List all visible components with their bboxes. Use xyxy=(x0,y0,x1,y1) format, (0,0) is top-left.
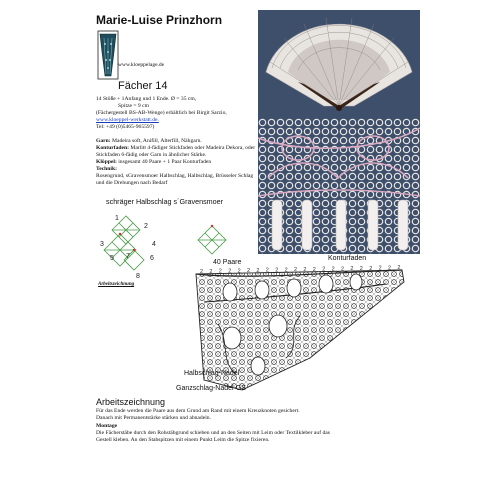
pin-mark: 2 xyxy=(369,265,373,272)
pin-mark: 2 xyxy=(256,267,260,274)
materials-block xyxy=(96,138,258,187)
contour-label: Konturfaden xyxy=(328,255,367,262)
instructions-body xyxy=(96,408,336,444)
ganzschlag-label: Ganzschlag-Nadel-GS xyxy=(176,385,247,392)
halbschlag-label: Halbschlag-Nadel xyxy=(184,370,240,377)
diagram-number-3: 3 xyxy=(100,241,104,248)
kontur-text: Marlitt 4-fädiger Stickfaden oder Madeira Dekora, oder Stickfaden 6-fädig oder Garn in ähnlicher Stärke. xyxy=(96,145,256,158)
garn-label: Garn: xyxy=(96,138,111,144)
kloeppel-label: Klöppel: xyxy=(96,159,117,165)
pin-mark: 2 xyxy=(303,267,307,273)
pin-mark: 2 xyxy=(228,268,232,275)
pin-mark: 2 xyxy=(341,266,345,273)
pairs-label: 40 Paare xyxy=(213,259,242,266)
document-title: Fächer 14 xyxy=(118,80,168,92)
kontur-label: Konturfaden: xyxy=(96,145,129,151)
diagram-number-4: 4 xyxy=(152,241,156,248)
fan-photo xyxy=(258,10,420,118)
info-line-3: (Fächergestell BS-AB-Wenge) erhältlich bei Birgit Sarzio, xyxy=(96,110,227,116)
info-block xyxy=(96,96,256,131)
pin-mark: 2 xyxy=(275,267,279,274)
diagram-number-2: 2 xyxy=(144,223,148,230)
pin-mark: 2 xyxy=(200,269,204,275)
garn-text: Madeira soft, Anifill, Alterfill, Nähgarn. xyxy=(110,138,202,144)
supplier-link[interactable]: www.kloeppel-werkstatt.de. xyxy=(96,117,159,123)
diagram-number-7: 7 xyxy=(126,253,130,260)
kloeppel-text: insgesamt 40 Paare + 1 Paar Konturfaden xyxy=(116,159,212,165)
website-url[interactable]: www.kloeppelage.de xyxy=(118,62,165,68)
instructions-heading: Arbeitszeichnung xyxy=(96,397,166,407)
pin-mark: 2 xyxy=(359,265,363,272)
pin-mark: 2 xyxy=(265,267,269,274)
technik-text: Rosengrund, sGravensmoer Halbschlag, Halbschlag, Brüsseler Schlag und die Drehungen nach Bedarf xyxy=(96,173,254,186)
instructions-para-2: Danach mit Permanentstärke stärken und abnadeln. xyxy=(96,415,211,422)
pin-mark: 2 xyxy=(218,268,222,275)
phone-number: Tel: +49 (0)5465-965597) xyxy=(96,124,155,130)
diagram-heading: schräger Halbschlag s´Gravensmoer xyxy=(106,197,224,206)
pin-mark: 2 xyxy=(294,267,298,274)
pin-mark: 2 xyxy=(331,266,335,273)
pin-mark: 2 xyxy=(237,268,241,275)
pin-mark: 2 xyxy=(284,267,288,274)
pin-mark: 2 xyxy=(209,268,213,275)
diagram-number-6: 6 xyxy=(150,255,154,262)
diagram-caption: Arbeitszeichnung xyxy=(98,282,135,287)
diagram-number-5: 5 xyxy=(110,255,114,262)
pin-mark: 2 xyxy=(247,268,251,275)
pin-mark: 2 xyxy=(378,265,382,272)
pin-mark: 2 xyxy=(388,265,392,272)
info-line-1: 14 Stöße + 1Anfang und 1 Ende. Ø = 35 cm, xyxy=(96,96,197,102)
fan-sketch xyxy=(97,30,119,80)
montage-label: Montage xyxy=(96,422,118,429)
author-name: Marie-Luise Prinzhorn xyxy=(96,13,223,27)
pin-mark: 2 xyxy=(312,266,316,273)
instructions-para-3: Die Fächerstäbe durch den Rohstäbgrund schieben und an den Seiten mit Leim oder Textilkleber auf das Gestell kleben. An den Stabspitzen mit einem Punkt Leim die Spitze fixieren. xyxy=(96,429,330,444)
diagram-number-1: 1 xyxy=(115,215,119,222)
technik-label: Technik: xyxy=(96,166,117,172)
diagram-number-8: 8 xyxy=(136,273,140,280)
info-line-2: Spitze = 9 cm xyxy=(118,103,149,109)
lace-closeup-photo xyxy=(258,118,420,254)
pin-mark: 2 xyxy=(350,266,354,273)
instructions-para-1: Für das Ende werden die Paare aus dem Grund am Rand mit einem Kreuzknoten gesichert. xyxy=(96,408,300,414)
pin-mark: 2 xyxy=(322,266,326,273)
pin-mark: 2 xyxy=(397,265,401,272)
